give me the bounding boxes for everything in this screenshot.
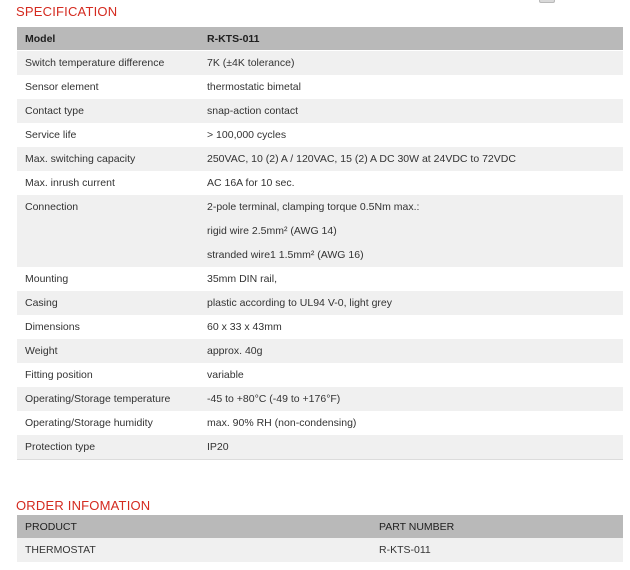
spec-value: AC 16A for 10 sec. — [199, 171, 623, 195]
order-information-title: ORDER INFOMATION — [16, 498, 151, 513]
spec-value: IP20 — [199, 435, 623, 460]
order-table — [17, 515, 623, 562]
model-label: Model — [17, 27, 199, 51]
spec-label: Service life — [17, 123, 199, 147]
spec-value-line: rigid wire 2.5mm² (AWG 14) — [207, 225, 337, 237]
spec-value: thermostatic bimetal — [199, 75, 623, 99]
spec-label: Mounting — [17, 267, 199, 291]
spec-row — [17, 171, 623, 195]
spec-row — [17, 291, 623, 315]
spec-label: Weight — [17, 339, 199, 363]
specification-header-row — [17, 27, 623, 51]
spec-value: 7K (±4K tolerance) — [199, 51, 623, 76]
spec-row — [17, 363, 623, 387]
spec-row — [17, 51, 623, 76]
spec-label: Casing — [17, 291, 199, 315]
spec-row — [17, 123, 623, 147]
order-header-row — [17, 515, 623, 538]
spec-label: Protection type — [17, 435, 199, 460]
spec-label: Connection — [17, 195, 199, 267]
part-number-cell: R-KTS-011 — [371, 538, 623, 562]
specification-title: SPECIFICATION — [16, 4, 118, 19]
spec-label: Max. inrush current — [17, 171, 199, 195]
spec-label: Operating/Storage humidity — [17, 411, 199, 435]
product-column-header: PRODUCT — [17, 515, 371, 538]
spec-row — [17, 195, 623, 267]
spec-label: Contact type — [17, 99, 199, 123]
spec-row — [17, 75, 623, 99]
spec-value: 35mm DIN rail, — [199, 267, 623, 291]
spec-value: > 100,000 cycles — [199, 123, 623, 147]
spec-value: 250VAC, 10 (2) A / 120VAC, 15 (2) A DC 30W at 24VDC to 72VDC — [199, 147, 623, 171]
specification-table — [17, 27, 623, 460]
spec-value: snap-action contact — [199, 99, 623, 123]
spec-row — [17, 315, 623, 339]
model-value: R-KTS-011 — [199, 27, 623, 51]
product-cell: THERMOSTAT — [17, 538, 371, 562]
spec-value: variable — [199, 363, 623, 387]
spec-label: Dimensions — [17, 315, 199, 339]
spec-value-multiline — [199, 195, 623, 267]
spec-value: max. 90% RH (non-condensing) — [199, 411, 623, 435]
spec-label: Operating/Storage temperature — [17, 387, 199, 411]
spec-value: approx. 40g — [199, 339, 623, 363]
spec-row — [17, 267, 623, 291]
spec-row — [17, 147, 623, 171]
part-number-column-header: PART NUMBER — [371, 515, 623, 538]
scroll-edge-marker — [539, 0, 555, 3]
spec-value-line: 2-pole terminal, clamping torque 0.5Nm max.: — [207, 201, 420, 213]
spec-label: Fitting position — [17, 363, 199, 387]
spec-value: -45 to +80°C (-49 to +176°F) — [199, 387, 623, 411]
spec-label: Switch temperature difference — [17, 51, 199, 76]
spec-label: Max. switching capacity — [17, 147, 199, 171]
spec-label: Sensor element — [17, 75, 199, 99]
spec-row — [17, 99, 623, 123]
order-row — [17, 538, 623, 562]
spec-row — [17, 435, 623, 460]
spec-value: plastic according to UL94 V-0, light grey — [199, 291, 623, 315]
spec-value: 60 x 33 x 43mm — [199, 315, 623, 339]
spec-row — [17, 387, 623, 411]
spec-row — [17, 339, 623, 363]
spec-row — [17, 411, 623, 435]
spec-value-line: stranded wire1 1.5mm² (AWG 16) — [207, 249, 364, 261]
